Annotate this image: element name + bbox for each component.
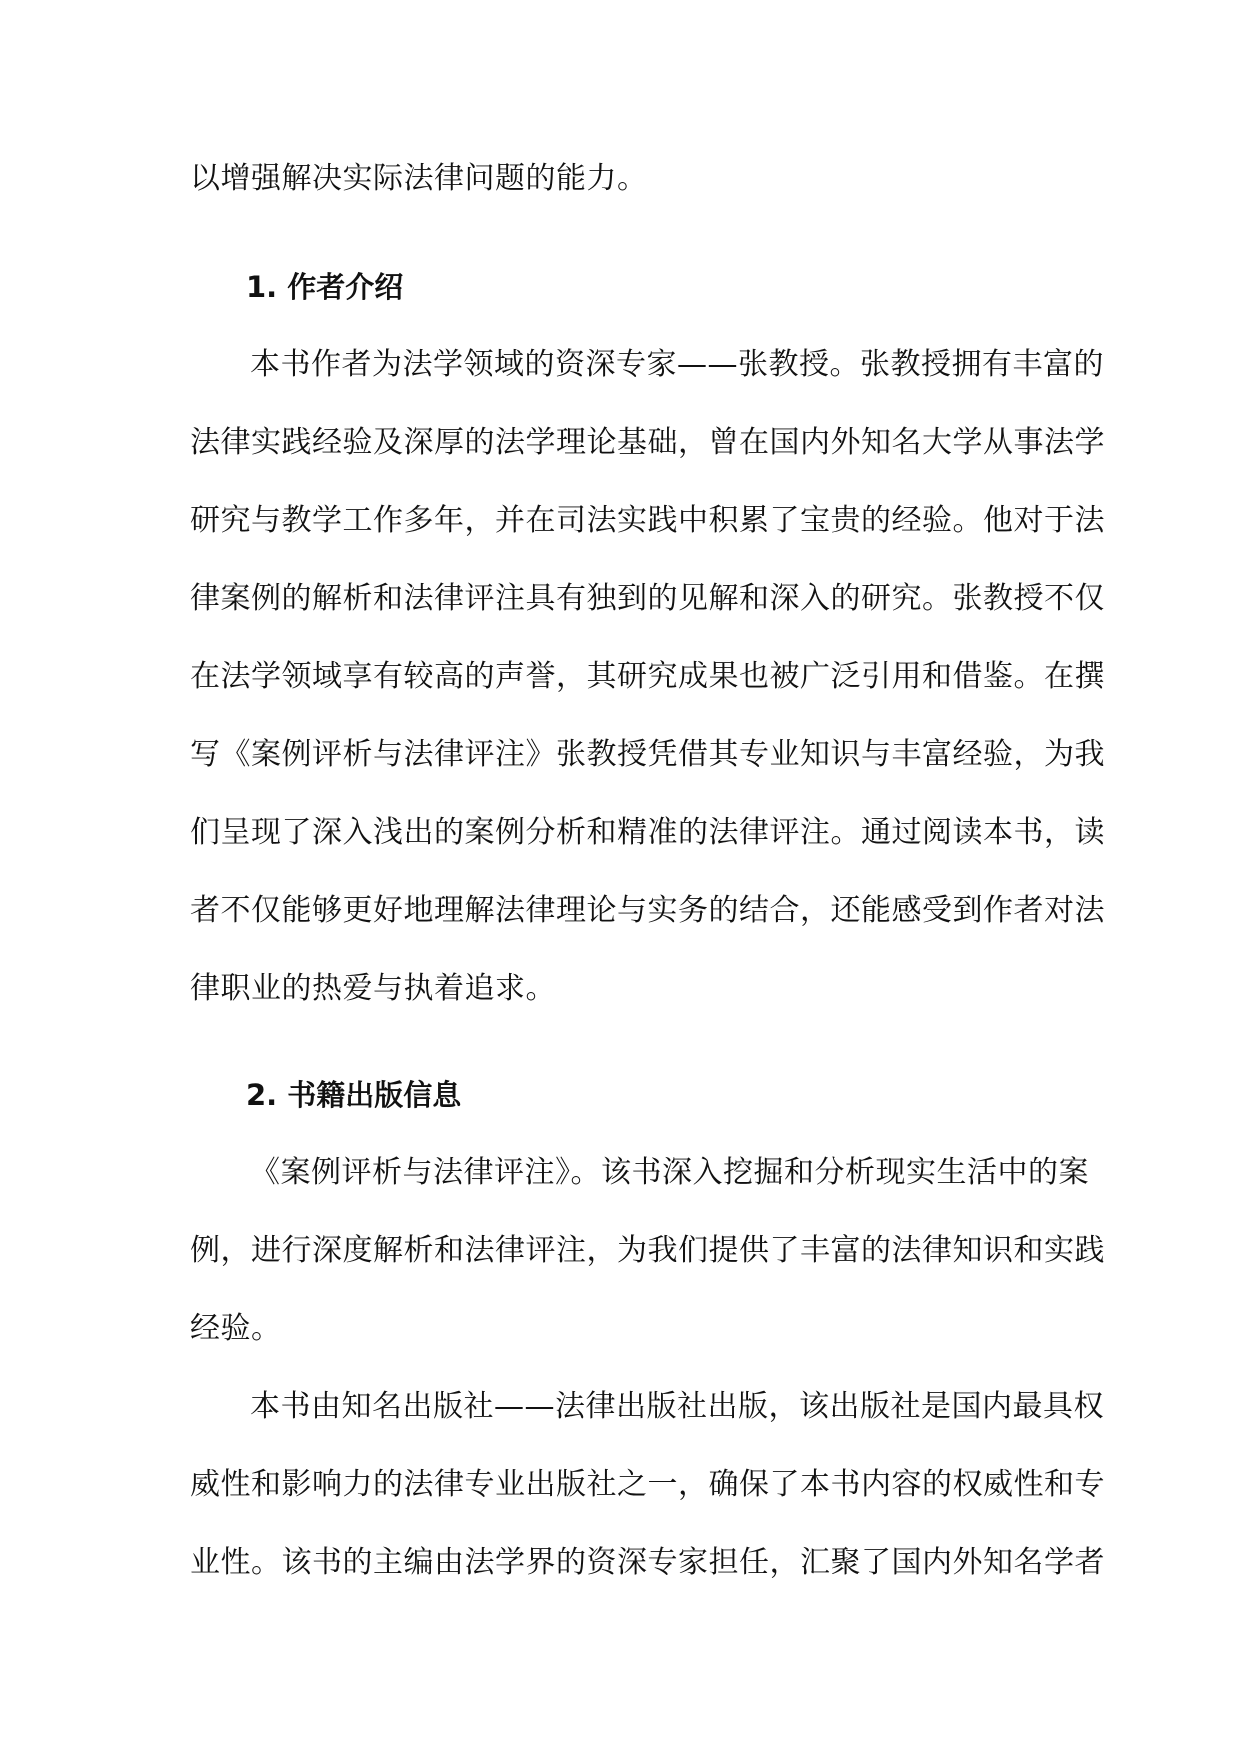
paragraph-line: 经验。	[190, 1311, 282, 1346]
paragraph-line: 写《案例评析与法律评注》张教授凭借其专业知识与丰富经验，为我	[190, 737, 1105, 772]
document-body	[190, 140, 1105, 1602]
paragraph-line: 们呈现了深入浅出的案例分析和精准的法律评注。通过阅读本书，读	[190, 815, 1105, 850]
spacer	[190, 1028, 1052, 1056]
publication-paragraph-2	[190, 1368, 1105, 1602]
spacer	[190, 218, 1052, 248]
intro-line: 以增强解决实际法律问题的能力。	[190, 161, 648, 196]
paragraph-line: 业性。该书的主编由法学界的资深专家担任，汇聚了国内外知名学者	[190, 1545, 1105, 1580]
paragraph-line: 律职业的热爱与执着追求。	[190, 971, 556, 1006]
paragraph-line: 在法学领域享有较高的声誉，其研究成果也被广泛引用和借鉴。在撰	[190, 659, 1105, 694]
author-paragraph	[190, 326, 1105, 1028]
paragraph-line: 研究与教学工作多年，并在司法实践中积累了宝贵的经验。他对于法	[190, 503, 1105, 538]
paragraph-line: 威性和影响力的法律专业出版社之一，确保了本书内容的权威性和专	[190, 1467, 1105, 1502]
paragraph-line: 《案例评析与法律评注》。该书深入挖掘和分析现实生活中的案	[250, 1155, 1089, 1190]
paragraph-line: 法律实践经验及深厚的法学理论基础，曾在国内外知名大学从事法学	[190, 425, 1105, 460]
paragraph-line: 例，进行深度解析和法律评注，为我们提供了丰富的法律知识和实践	[190, 1233, 1105, 1268]
section-heading-author: 1. 作者介绍	[246, 270, 404, 304]
section-heading-publication: 2. 书籍出版信息	[246, 1078, 462, 1112]
paragraph-line: 本书由知名出版社——法律出版社出版，该出版社是国内最具权	[250, 1389, 1104, 1424]
paragraph-line: 者不仅能够更好地理解法律理论与实务的结合，还能感受到作者对法	[190, 893, 1105, 928]
paragraph-line: 本书作者为法学领域的资深专家——张教授。张教授拥有丰富的	[250, 347, 1104, 382]
publication-paragraph-1	[190, 1134, 1105, 1368]
paragraph-line: 律案例的解析和法律评注具有独到的见解和深入的研究。张教授不仅	[190, 581, 1105, 616]
